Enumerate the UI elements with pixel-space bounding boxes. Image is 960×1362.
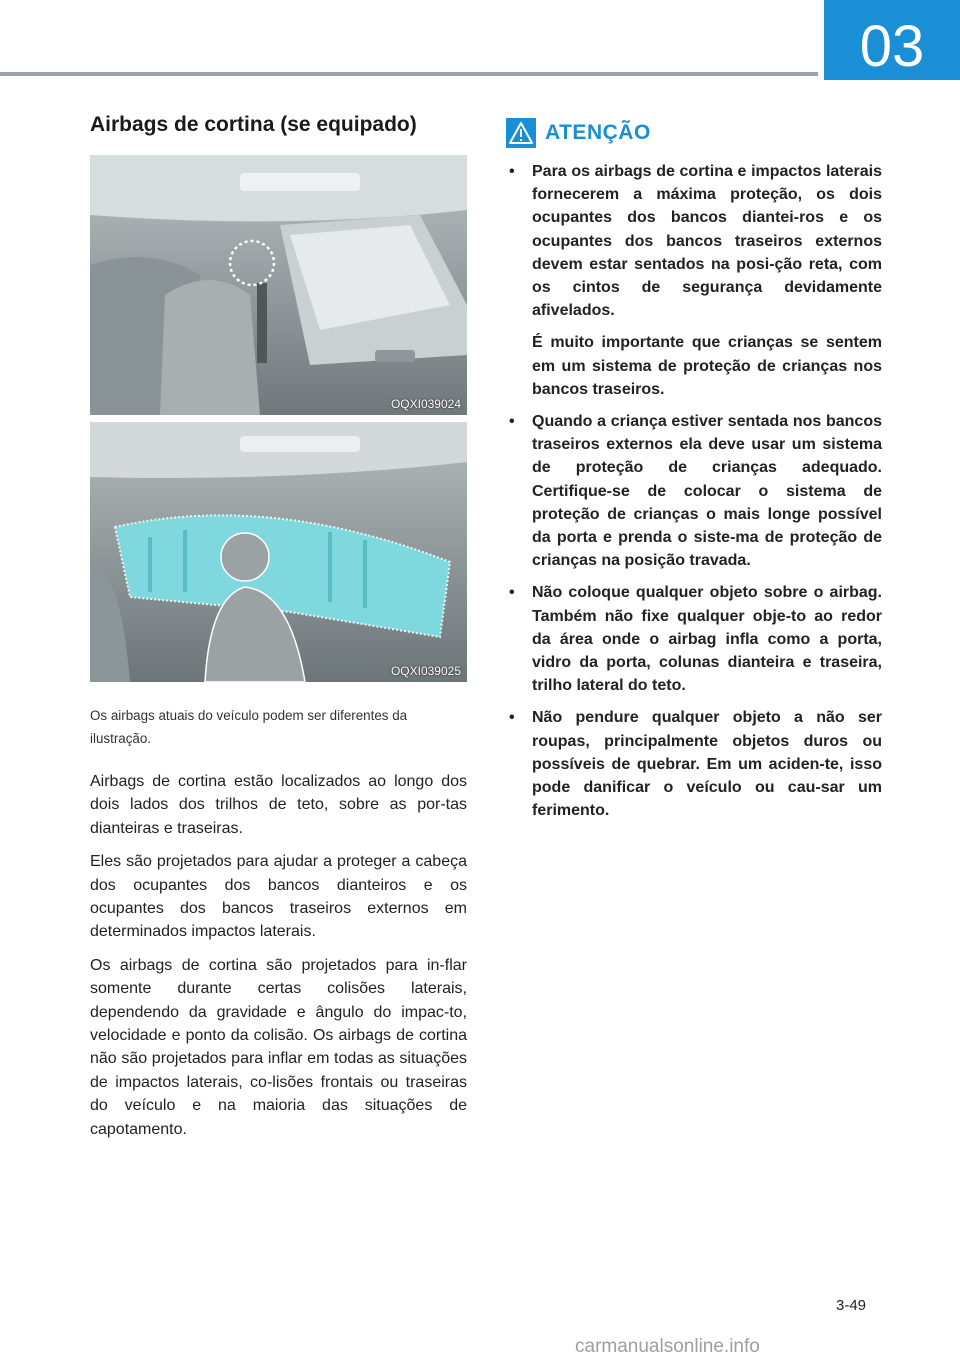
body-paragraph: Os airbags de cortina são projetados para in-flar somente durante certas colisões laterais, dependendo da gravidade e ângulo do impac-to, velocidade e ponto da colisão. Os airbags de cortina não são projetados para inflar em todas as situações de impactos laterais, co-lisões frontais ou traseiras do veículo e na maioria das situações de capotamento. <box>90 956 467 1138</box>
warning-paragraph: É muito importante que crianças se sentem em um sistema de proteção de crianças nos bancos traseiros. <box>532 334 882 398</box>
warning-paragraph: Não coloque qualquer objeto sobre o airbag. Também não fixe qualquer obje-to ao redor da área onde o airbag infla como a porta, vidro da porta, colunas dianteira e traseira, trilho lateral do teto. <box>532 584 882 695</box>
figure-car-interior <box>90 155 467 415</box>
warning-paragraph: Quando a criança estiver sentada nos bancos traseiros externos ela deve usar um sistema de proteção de crianças adequado. Certifique-se de colocar o sistema de proteção de crianças o mais longe possível da porta e prenda o siste-ma de proteção de crianças na posição travada. <box>532 413 882 570</box>
warning-triangle-icon <box>506 118 536 148</box>
bullet: • <box>509 163 515 180</box>
bullet: • <box>509 413 515 431</box>
body-text <box>90 770 467 1151</box>
warning-header <box>506 116 882 150</box>
warning-paragraph: Para os airbags de cortina e impactos laterais fornecerem a máxima proteção, os dois ocupantes dos bancos diantei-ros e os ocupantes dos bancos traseiros externos devem estar sentados na posi-ção reta, com os cintos de segurança devidamente afivelados. <box>532 163 882 320</box>
list-item <box>506 581 882 697</box>
list-item <box>506 706 882 822</box>
figure-caption: Os airbags atuais do veículo podem ser diferentes da ilustração. <box>90 708 408 746</box>
body-paragraph: Eles são projetados para ajudar a proteger a cabeça dos ocupantes dos bancos dianteiros e os ocupantes dos bancos traseiros externos em determinados impactos laterais. <box>90 853 467 941</box>
figure-code: OQXI039025 <box>390 664 461 678</box>
bullet: • <box>509 709 515 727</box>
chapter-tab: 03 <box>824 0 960 80</box>
watermark: carmanualsonline.info <box>575 1336 760 1357</box>
bullet: • <box>509 584 515 602</box>
warning-list <box>506 160 882 822</box>
warning-box <box>506 116 882 831</box>
warning-paragraph: Não pendure qualquer objeto a não ser roupas, principalmente objetos duros ou possíveis de quebrar. Em um aciden-te, isso pode danificar o veículo ou cau-sar um ferimento. <box>532 709 882 820</box>
header-rule <box>0 72 818 76</box>
figure-code: OQXI039024 <box>390 397 461 411</box>
section-title: Airbags de cortina (se equipado) <box>90 113 417 136</box>
list-item <box>506 160 882 401</box>
warning-title: ATENÇÃO <box>545 121 651 144</box>
page-number: 3-49 <box>836 1297 867 1314</box>
body-paragraph: Airbags de cortina estão localizados ao longo dos dois lados dos trilhos de teto, sobre as por-tas dianteiras e traseiras. <box>90 773 467 837</box>
figure-curtain-airbag <box>90 422 467 682</box>
list-item <box>506 410 882 572</box>
